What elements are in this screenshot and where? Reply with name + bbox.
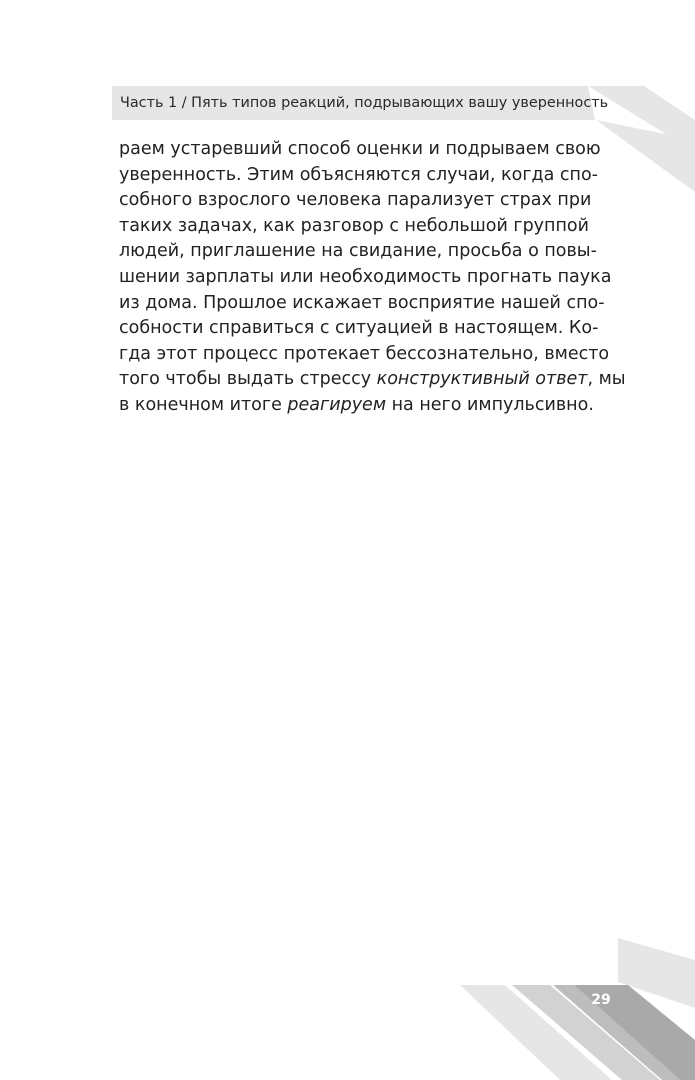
text-segment: таких задачах, как разговор с небольшой группой [119, 215, 590, 236]
text-segment: на него импульсивно. [386, 394, 594, 415]
text-segment: из дома. Прошлое искажает восприятие нашей спо- [119, 292, 605, 313]
text-segment: шении зарплаты или необходимость прогнать паука [119, 266, 612, 287]
text-segment: собности справиться с ситуацией в настоящем. Ко- [119, 318, 599, 339]
italic-emphasis: конструктивный ответ [376, 369, 588, 390]
text-segment: , мы [587, 369, 626, 390]
text-segment: гда этот процесс протекает бессознательно, вместо [119, 343, 610, 364]
italic-emphasis: реагируем [287, 394, 387, 415]
text-segment: в конечном итоге [119, 394, 288, 415]
text-segment: уверенность. Этим объясняются случаи, когда спо- [119, 164, 598, 185]
text-segment: собного взрослого человека парализует страх при [119, 190, 592, 211]
page-number: 29 [591, 992, 611, 1008]
text-segment: того чтобы выдать стрессу [119, 369, 377, 390]
text-segment: людей, приглашение на свидание, просьба о повы- [119, 241, 597, 262]
running-head: Часть 1 / Пять типов реакций, подрывающих вашу уверенность [120, 95, 609, 111]
text-segment: раем устаревший способ оценки и подрываем свою [119, 139, 601, 159]
